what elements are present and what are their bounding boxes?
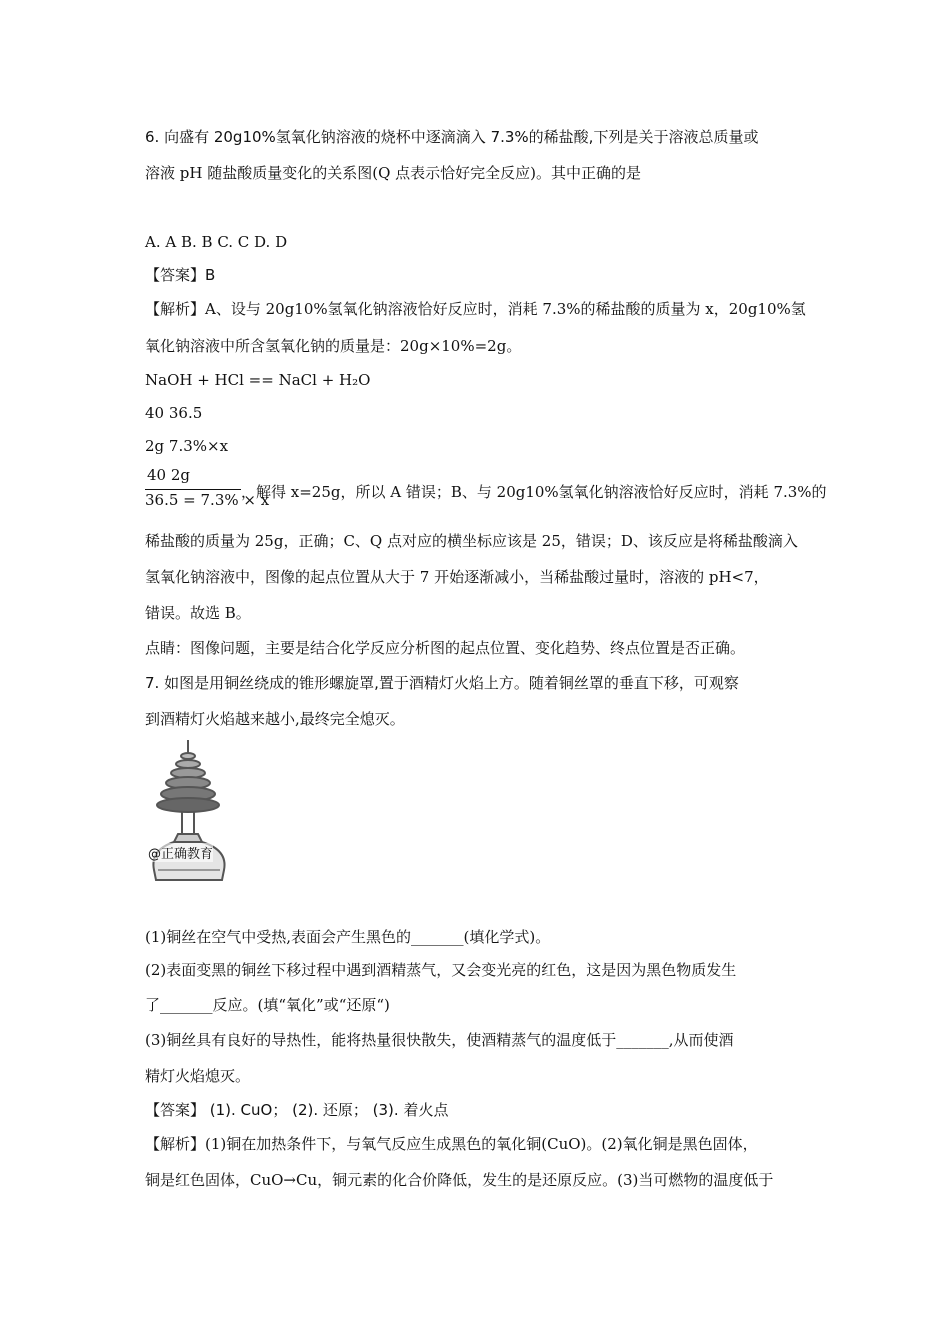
alcohol-lamp-figure [148,738,248,888]
q7-analysis-line-1: 【解析】(1)铜在加热条件下，与氧气反应生成黑色的氧化铜(CuO)。(2)氧化铜是黑色固体， [145,1135,758,1153]
q6-analysis-line-5: 氢氧化钠溶液中，图像的起点位置从大于 7 开始逐渐减小，当稀盐酸过量时，溶液的 pH<7， [145,568,769,586]
q7-stem-line-1: 7. 如图是用铜丝绕成的锥形螺旋罩,置于酒精灯火焰上方。随着铜丝罩的垂直下移，可观察 [145,674,739,692]
q7-sub-2-line-1: (2)表面变黑的铜丝下移过程中遇到酒精蒸气，又会变光亮的红色，这是因为黑色物质发生 [145,961,737,979]
q7-stem-line-2: 到酒精灯火焰越来越小,最终完全熄灭。 [145,710,405,728]
q6-analysis-line-3: ，解得 x=25g，所以 A 错误；B、与 20g10%氢氧化钠溶液恰好反应时，消耗 7.3%的 [241,483,827,501]
fraction-numerator: 40 2g [147,466,191,484]
q6-analysis-line-6: 错误。故选 B。 [145,604,251,622]
q6-analysis-line-2: 氧化钠溶液中所含氢氧化钠的质量是：20g×10%=2g。 [145,337,522,355]
q7-answer: 【答案】 (1). CuO； (2). 还原； (3). 着火点 [145,1101,449,1119]
q6-ratio-line-1: 40 36.5 [145,404,203,422]
q6-analysis-line-1: 【解析】A、设与 20g10%氢氧化钠溶液恰好反应时，消耗 7.3%的稀盐酸的质量为 x，20g10%氢 [145,300,806,318]
q6-ratio-line-2: 2g 7.3%×x [145,437,229,455]
q7-sub-3-line-1: (3)铜丝具有良好的导热性，能将热量很快散失，使酒精蒸气的温度低于_______,从而使酒 [145,1031,734,1049]
fraction-bar [145,489,241,490]
watermark-logo: @正确教育 [148,843,213,862]
q7-analysis-line-2: 铜是红色固体，CuO→Cu，铜元素的化合价降低，发生的是还原反应。(3)当可燃物的温度低于 [145,1171,774,1189]
q7-sub-3-line-2: 精灯火焰熄灭。 [145,1067,251,1085]
q6-tip: 点睛：图像问题，主要是结合化学反应分析图的起点位置、变化趋势、终点位置是否正确。 [145,639,746,657]
q6-analysis-line-4: 稀盐酸的质量为 25g，正确；C、Q 点对应的横坐标应该是 25，错误；D、该反应是将稀盐酸滴入 [145,532,798,550]
q6-stem-line-1: 6. 向盛有 20g10%氢氧化钠溶液的烧杯中逐滴滴入 7.3%的稀盐酸,下列是关于溶液总质量或 [145,128,759,146]
q6-equation: NaOH + HCl == NaCl + H₂O [145,371,371,389]
q7-sub-2-line-2: 了_______反应。(填“氧化”或“还原“) [145,996,390,1014]
copper-coil-lamp-illustration [148,738,248,888]
fraction-denominator: 36.5 = 7.3% × x [145,491,270,509]
q7-sub-1: (1)铜丝在空气中受热,表面会产生黑色的_______(填化学式)。 [145,928,551,946]
q6-options: A. A B. B C. C D. D [145,233,288,251]
q6-stem-line-2: 溶液 pH 随盐酸质量变化的关系图(Q 点表示恰好完全反应)。其中正确的是 [145,164,641,182]
q6-answer: 【答案】B [145,266,216,284]
proportion-fraction [145,466,270,512]
